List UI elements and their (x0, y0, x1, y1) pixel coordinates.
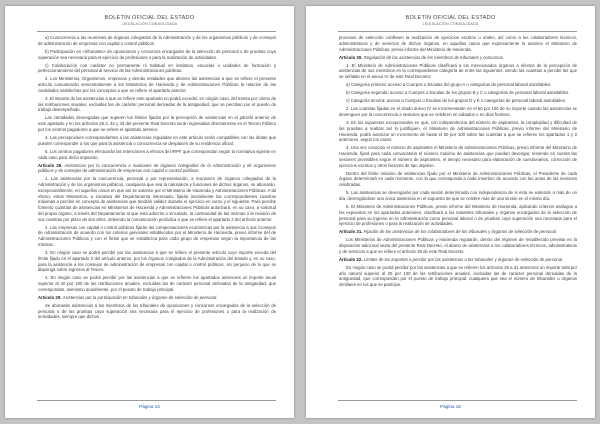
paragraph: 3. En los supuestos excepcionales en que, con independencia del número de aspirantes, la complejidad y dificultad de las pruebas a realizar así lo justifiquen, el Ministerio de Administraciones Públicas, previo informe del Ministerio de Hacienda, podrá autorizar un incremento de hasta el 50 por 100 sobre las cuantías a que se refieren los apartados 1 y 2 anteriores, según los casos. (339, 120, 577, 143)
paragraph: 5. Los centros pagadores efectuarán las retenciones a efectos del IRPF que correspondan según la normativa vigente en cada caso para dicho impuesto. (38, 148, 276, 160)
page-number: Página 14 (139, 404, 160, 409)
paragraph: a) Categoría primera: acceso a Cuerpos o Escalas del grupo A o categorías de personal laboral asimilables. (346, 82, 552, 88)
paragraph: c) Colaboración con carácter no permanente ni habitual en institutos, escuelas o unidades de formación y perfeccionamiento del personal al servicio de las Administraciones públicas. (38, 62, 276, 74)
article-number: Artículo 28. (38, 162, 63, 168)
document-page-14 (5, 6, 294, 418)
paragraph: 6. El Ministerio de Administraciones Públicas, previo informe del Ministerio de Hacienda, aplicando criterios análogos a los expuestos en los apartados anteriores, clasificará a los restantes tribunales y órganos encargados de la selección de personal para su ingreso en la Administración como personal laboral o de pruebas cuya superación sea necesaria para el ejercicio de profesiones o para la realización de actividades. (339, 204, 577, 227)
paragraph: Las cantidades devengadas que superen los límites fijados por la percepción de asistencias en el párrafo anterior de este apartado y en los artículos 28.3, 32 y 33 del presente Real Decreto serán ingresadas directamente en el Tesoro Público por los centros pagadores a que se refiere el apartado anterior. (38, 115, 276, 132)
article-number: Artículo 29. (38, 294, 62, 300)
paragraph: 2. Las empresas con capital o control públicos fijarán las compensaciones económicas por la asistencia a sus Consejos de Administración de acuerdo con los criterios generales establecidos por el Ministerio de Hacienda, previo informe del de Administraciones Públicas y con el límite que se establezca para cada grupo de empresas según la importancia de las mismas. (38, 224, 276, 247)
article-number: Artículo 31. (339, 229, 363, 235)
article-title: Fijación de las asistencias de los colaboradores de los tribunales y órganos de selección de personal. (363, 229, 558, 235)
page-body-text (38, 35, 276, 397)
paragraph: 5. Las asistencias se devengarán por cada sesión determinada con independencia de si ésta se extiende a más de un día, devengándose una única asistencia en el supuesto de que se celebre más de una sesión en el mismo día. (339, 190, 577, 201)
paragraph: 1. Las asistencias por la concurrencia, personal o por representación, a reuniones de órganos colegiados de la Administración y de los organismos públicos, cualquiera que sea la naturaleza y funciones de dichos órganos, se abonarán, excepcionalmente, en aquellos casos en que así se autorice por el Ministerio de Hacienda y Administraciones Públicas. A tal efecto, estos Ministerios, a iniciativa del Departamento interesado, fijarán inicialmente las correspondientes cuantías máximas a percibir en concepto de asistencias que tendrán validez durante el ejercicio en curso y el siguiente. Para percibir fomento cuantías de asistencias en Ministerios de Hacienda y Administraciones Públicas autorizará, en su caso, a solicitud del propio órgano, a través del Departamento al que está adscrito o vinculado, la continuidad de las mismas o la revisión de sus cuantías por plazo de dos años, debiendo la comunicación periódica a que se refiere el apartado 2 del artículo anterior. (38, 176, 276, 222)
header-title: BOLETÍN OFICIAL DEL ESTADO (104, 15, 195, 21)
article-heading (339, 55, 577, 61)
article-heading (339, 229, 577, 235)
paragraph: 3. El importe de las asistencias a que se refiere este apartado no podrá exceder, en ningún caso, del treinta por ciento de las retribuciones anuales, excluidas las de carácter personal derivadas de la antigüedad, que se perciban por el puesto de trabajo desempeñado. (38, 95, 276, 113)
paragraph: Se abonarán asistencias a los miembros de los tribunales de oposiciones y concursos encargados de la selección de personal o de las pruebas cuya superación sea necesaria para el ejercicio de profesiones o para la realización de actividades, siempre que dichos (38, 302, 276, 320)
footer-divider (37, 400, 276, 401)
page-number: Página 15 (440, 404, 461, 409)
article-title: Asistencias por la participación en tribunales y órganos de selección de personal. (62, 294, 218, 300)
page-body-text (339, 35, 577, 397)
article-title: Límites de los importes a percibir por las asistencias a los tribunales y órganos de selección de personal. (363, 256, 564, 262)
paragraph: a) Concurrencia a las reuniones de órganos colegiados de la Administración y de los organismos públicos y de consejos de administración de empresas con capital o control públicos. (38, 35, 276, 46)
article-number: Artículo 32. (339, 256, 363, 262)
paragraph: 3. En ningún caso se podrá percibir por las asistencias a que se refiere el presente artículo cuyo importe exceda del límite fijado en el apartado 3 del artículo anterior, por los órganos colegiados de la Administración del Estado y, en su caso, para la asistencia a los consejos de administración de empresas con capital o control públicos, sin perjuicio de lo que se disponga sobre ingresos al Tesoro. (38, 250, 276, 273)
article-heading (38, 163, 276, 175)
paragraph: 2. Las cuantías fijadas en el citado anexo IV se incrementarán en el 50 por 100 de su importe cuando las asistencias se devenguen por la concurrencia a sesiones que se celebren en sábados o en días festivos. (339, 106, 577, 118)
article-heading (38, 295, 276, 301)
footer-divider (338, 400, 577, 401)
header-subtitle: LEGISLACIÓN CONSOLIDADA (121, 22, 178, 26)
paragraph: c) Categoría tercera: acceso a Cuerpos o Escalas de los grupos D y E o categorías de personal laboral asimilables. (346, 98, 566, 104)
paragraph: b) Participación en «tribunales» de oposiciones y concursos encargados de la selección de personal o de pruebas cuya superación sea necesaria para el ejercicio de profesiones o para la realización de actividades. (38, 48, 276, 60)
header-divider (338, 31, 577, 32)
paragraph: 1. El Ministerio de Administraciones Públicas clasificará a los mencionados órganos a efectos de la percepción de asistencias de sus miembros en la correspondiente categoría de entre las siguientes, siendo las cuantías a percibir las que se señalan en el anexo IV de este Real Decreto: (339, 62, 577, 80)
paragraph: 4. En ningún caso se podrá percibir por las asistencias a que se refieren los apartados anteriores un importe anual superior al 40 por 100 de las retribuciones anuales, excluidas las de carácter personal derivadas de la antigüedad, que correspondan, asimismo anualmente, por el puesto de trabajo principal. (38, 275, 276, 292)
document-page-15 (306, 6, 595, 418)
paragraph: 4. Una vez conocido el número de aspirantes el Ministerio de Administraciones Públicas, previo informe del Ministerio de Hacienda, fijará para cada convocatoria el número máximo de asistencias que puedan devengar, teniendo en cuenta las sesiones previsibles según el número de aspirantes, el tiempo necesario para elaboración de cuestionarios, corrección de ejercicios escritos y otros factores de tipo objetivo. (339, 145, 577, 168)
article-heading (339, 257, 577, 263)
header-subtitle: LEGISLACIÓN CONSOLIDADA (422, 22, 479, 26)
article-title: Regulación de las asistencias de los miembros de tribunales y concursos. (363, 54, 505, 60)
article-title: Asistencias por la concurrencia a reuniones de órganos colegiados de la Administración y de organismos públicos y de consejos de administración de empresas con capital o control públicos. (38, 162, 276, 174)
page-header (306, 15, 595, 27)
paragraph: Los Ministerios de Administraciones Públicas y Hacienda regularán, dentro del régimen de restablecido previsto en la disposición adicional sexta del presente Real Decreto, el abono de asistencias a los colaboradores técnicos, administrativos y de servicios a que se refiere el artículo 29 de este Real Decreto. (339, 237, 577, 254)
paragraph: b) Categoría segunda: acceso a Cuerpos o Escalas de los grupos B y C o categorías de personal laboral asimilables. (346, 90, 570, 96)
paragraph: procesos de selección conlleven la realización de ejercicios escritos u orales, así como a los colaboradores técnicos, administrativos y de servicios de dichos órganos, en aquellos casos que expresamente lo autorice el Ministerio de Administraciones Públicas, previo informe del Ministerio de Hacienda. (339, 35, 577, 52)
page-header (5, 15, 294, 27)
header-divider (37, 31, 276, 32)
paragraph: En ningún caso se podrá percibir por las asistencias a que se refieren los artículos 29 a 31 anteriores un importe total por año natural superior al 20 por 100 de las retribuciones anuales, excluidas las de carácter personal derivadas de la antigüedad, que correspondan por el puesto de trabajo principal, cualquiera que sea el número de tribunales u órganos similares en los que se participe. (339, 264, 577, 288)
article-number: Artículo 30. (339, 54, 363, 60)
header-title: BOLETÍN OFICIAL DEL ESTADO (405, 15, 496, 21)
paragraph: Dentro del límite máximo de asistencias fijado por el Ministerio de Administraciones Públicas, el Presidente de cada órgano determinará en cada momento, con la que corresponda a cada miembro de acuerdo con las actas de las sesiones celebradas. (339, 170, 577, 188)
paragraph: 4. Las percepciones correspondientes a las asistencias reguladas en este artículo serán compatibles con las dietas que pueden corresponder a los que para la asistencia o concurrencia se desplacen de su residencia oficial. (38, 135, 276, 146)
paragraph: 2. Los Ministerios, Organismos, empresas y demás entidades que abonen las asistencias a que se refiere el presente artículo comunicarán semestralmente a los Ministerios de Hacienda y de Administraciones Públicas la relación de las cantidades satisfechas por los conceptos a que se refiere el apartado anterior. (38, 76, 276, 93)
